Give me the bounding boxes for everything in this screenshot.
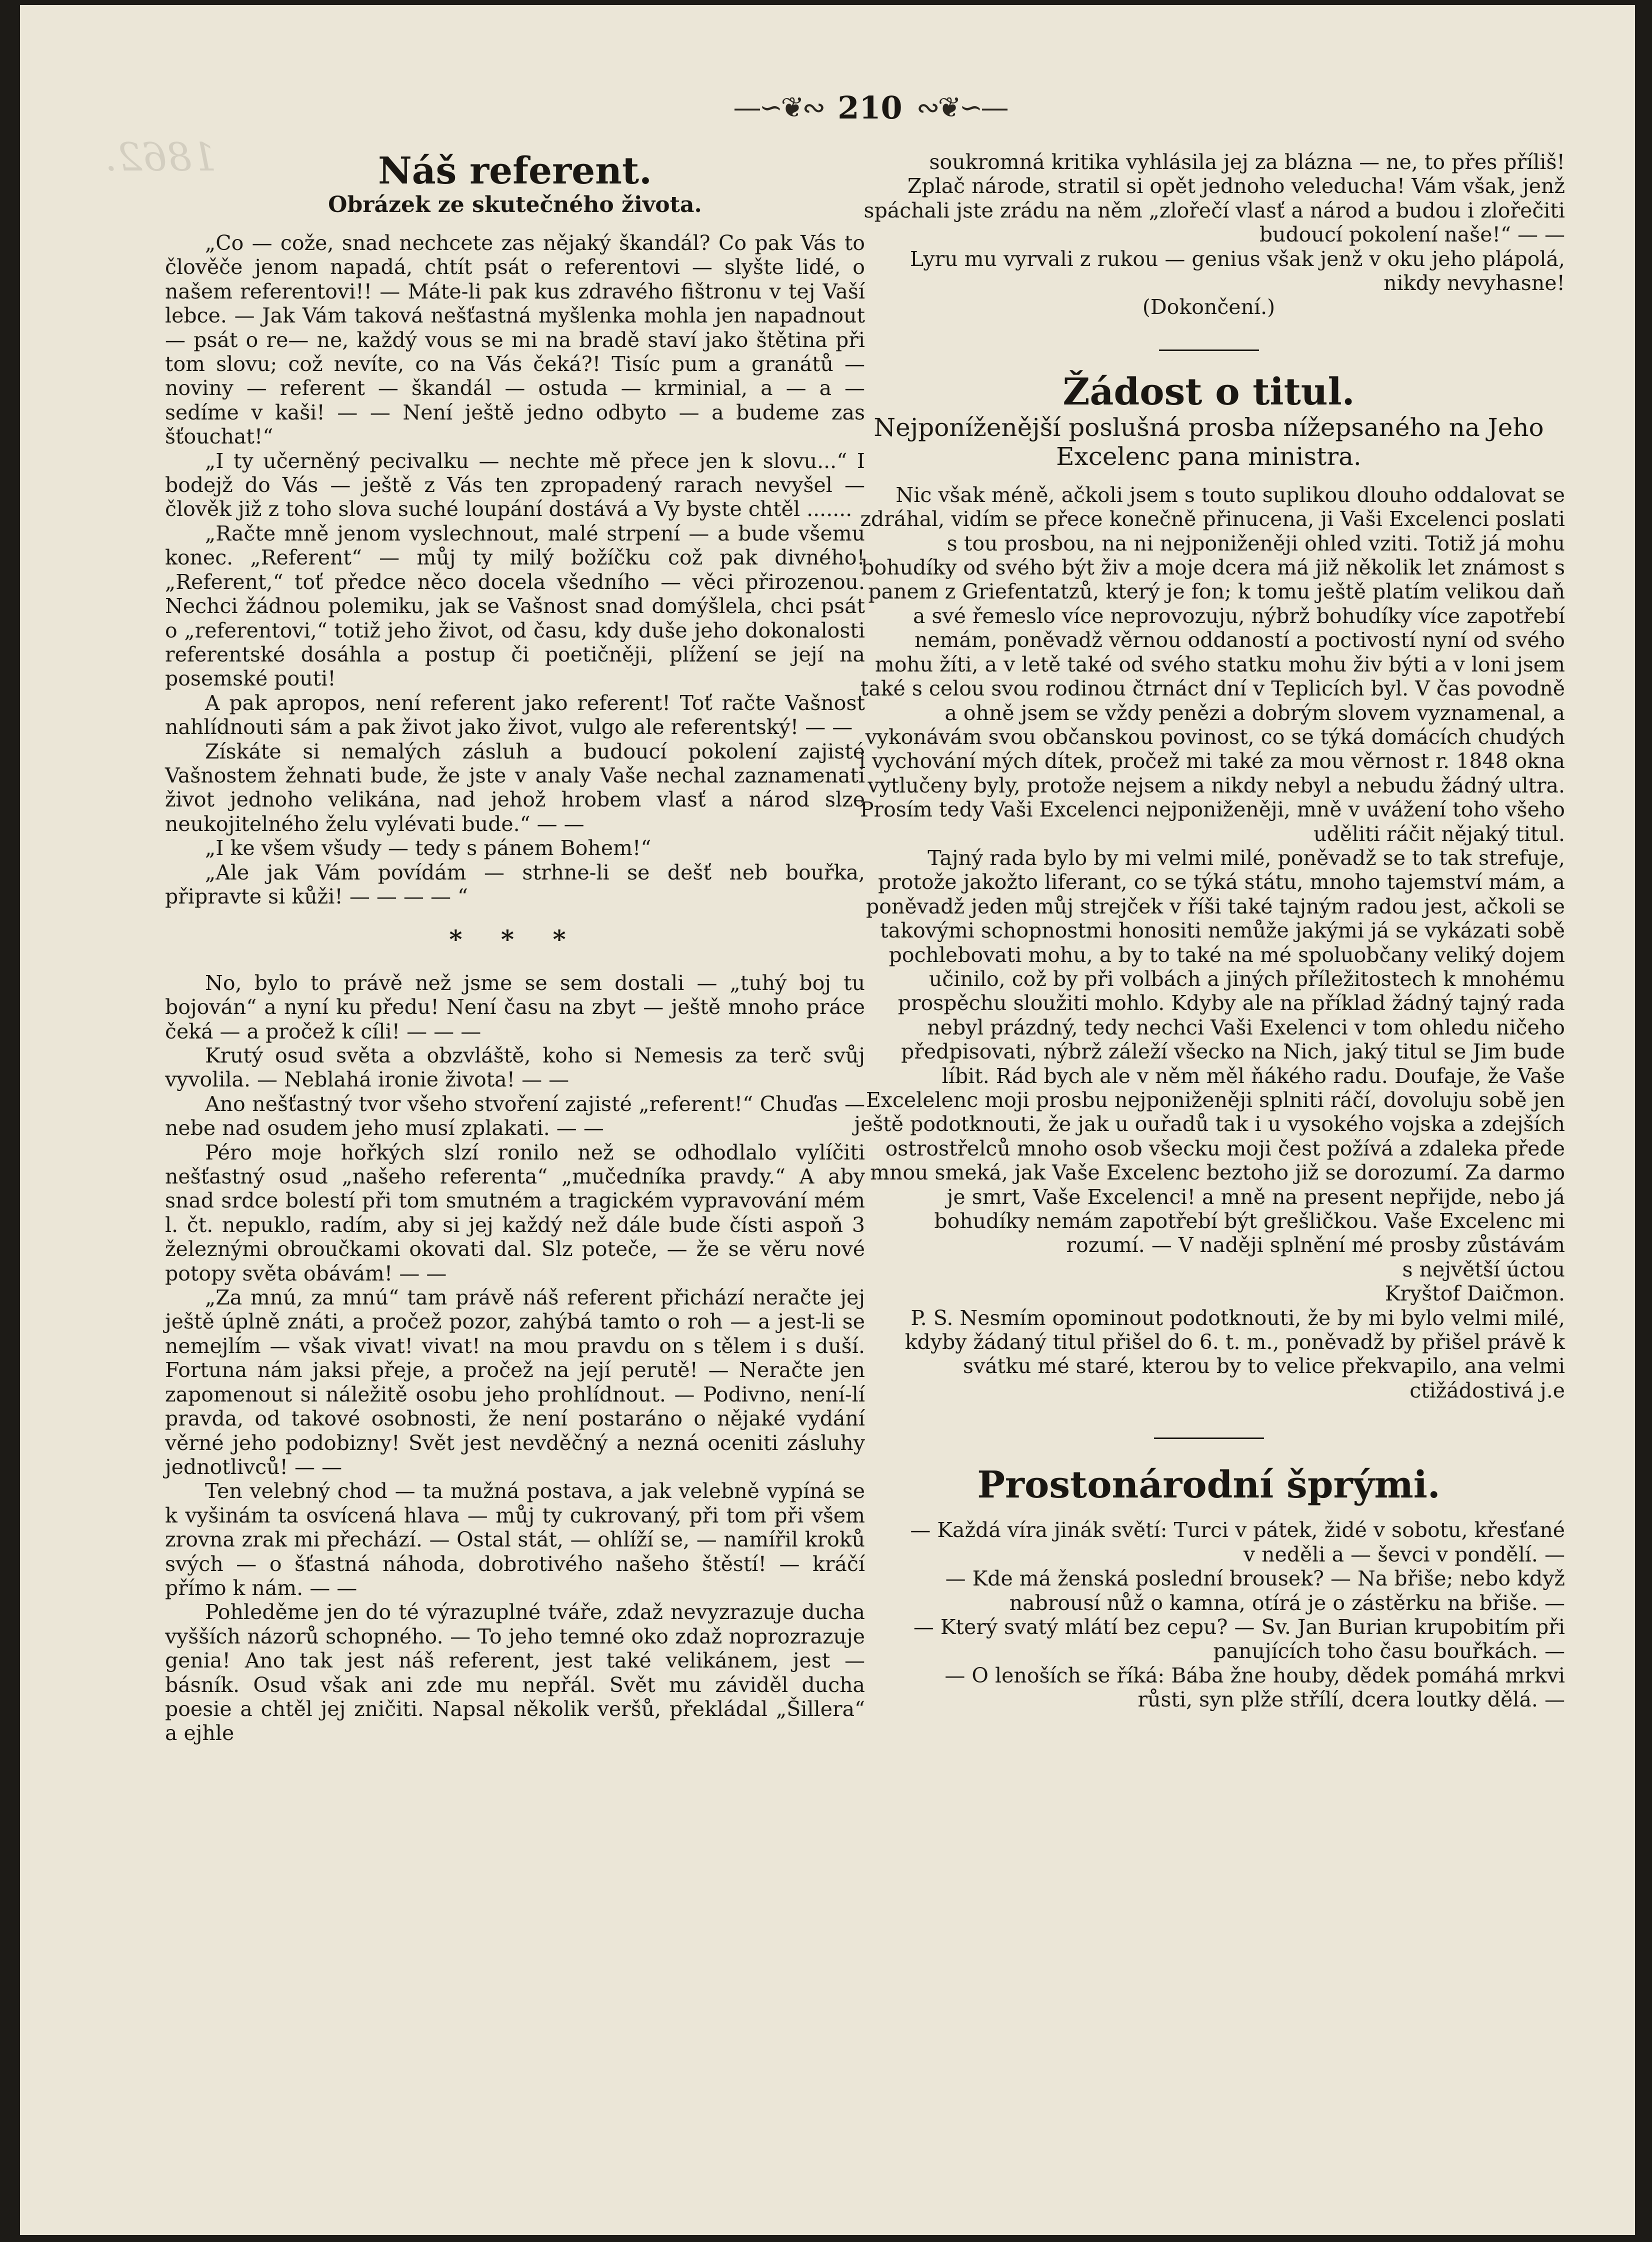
paragraph: soukromná kritika vyhlásila jej za blázna — ne, to přes příliš!: [929, 150, 1565, 174]
paragraph: „I ke všem všudy — tedy s pánem Bohem!“: [205, 836, 652, 860]
signature: Kryštof Daičmon.: [1384, 1282, 1565, 1306]
left-column: [165, 150, 865, 1746]
postscript: P. S. Nesmím opominout podotknouti, že by mi bylo velmi milé, kdyby žádaný titul přišel do 6. t. m., poněvadž by přišel právě k svátku mé staré, kterou by to velice překvapilo, ana velmi ctižádostivá j.e: [904, 1306, 1565, 1402]
paragraph: Krutý osud světa a obzvláště, koho si Nemesis za terč svůj vyvolila. — Neblahá ironie života! — —: [165, 1044, 865, 1092]
joke: — Který svatý mlátí bez cepu? — Sv. Jan Burian krupobitím při panujících toho času bouřkách. —: [913, 1614, 1565, 1664]
spacer: [852, 1506, 1565, 1518]
right-ornament-icon: ∾❦∽—: [916, 91, 1007, 124]
paragraph: „Račte mně jenom vyslechnout, malé strpení — a bude všemu konec. „Referent“ — můj ty milý božíčku což pak divného! „Referent,“ toť předce něco docela všedního — věci přirozenou. Nechci žádnou polemiku, jak se Vašnost snad domýšlela, chci psát o „referentovi,“ totiž jeho život, od času, kdy duše jeho dokonalosti referentské dosáhla a postup či poetičněji, plížení se její na posemské pouti!: [165, 521, 865, 691]
page-number: 210: [838, 89, 902, 126]
joke: — Kde má ženská poslední brousek? — Na břiše; nebo když nabrousí nůž o kamna, otírá je o zástěrku na břiše. —: [945, 1566, 1565, 1615]
paragraph: Lyru mu vyrvali z rukou — genius však jenž v oku jeho plápolá, nikdy nevyhasne!: [910, 246, 1565, 296]
paragraph: „I ty učerněný pecivalku — nechte mě přece jen k slovu...“ I bodejž do Vás — ještě z Vás ten zpropadený rarach nevyšel — člověk již z toho slova suché loupání dostává a Vy byste chtěl .......: [165, 448, 865, 522]
left-ornament-icon: —∽❦∾: [733, 91, 824, 124]
closing: s největší úctou: [1402, 1257, 1565, 1282]
joke: — O lenoších se říká: Bába žne houby, dědek pomáhá mrkvi růsti, syn plže střílí, dcera loutky dělá. —: [944, 1663, 1565, 1712]
to-be-continued: (Dokončení.): [1142, 295, 1276, 320]
spacer: [852, 471, 1565, 483]
divider-rule: [1159, 350, 1259, 351]
bleed-through-text: 1862.: [105, 135, 217, 180]
page-header: [645, 88, 1095, 128]
article-subtitle-2: Nejponíženější poslušná prosba nížepsaného na Jeho Excelenc pana ministra.: [874, 412, 1544, 471]
paragraph: Pohleděme jen do té výrazuplné tváře, zdaž nevyzrazuje ducha vyšších názorů schopného. — To jeho temné oko zdaž noprozrazuje genia! Ano tak jest náš referent, jest také velikánem, jest — básník. Osud však ani zde mu nepřál. Svět mu záviděl ducha poesie a chtěl jej zničiti. Napsal několik veršů, překládal „Šillera“ a ejhle: [165, 1600, 865, 1746]
paragraph: „Ale jak Vám povídám — strhne-li se dešť neb bouřka, připravte si kůži! — — — — “: [165, 860, 865, 908]
divider-rule: [1154, 1438, 1264, 1439]
article-subtitle: Obrázek ze skutečného života.: [328, 192, 702, 218]
right-column: [852, 150, 1565, 1712]
joke: — Každá víra jinák světí: Turci v pátek, židé v sobotu, křesťané v neděli a — ševci v pondělí. —: [910, 1518, 1565, 1566]
article-title-3: Prostonárodní šprými.: [977, 1464, 1440, 1507]
paragraph: Ano nešťastný tvor všeho stvoření zajisté „referent!“ Chuďas — nebe nad osudem jeho musí zplakati. — —: [165, 1092, 865, 1140]
paragraph: Získáte si nemalých zásluh a budoucí pokolení zajisté Vašnostem žehnati bude, že jste v analy Vaše nechal zaznamenati život jednoho velikána, nad jehož hrobem vlasť a národ slze neukojitelného želu vylévati bude.“ — —: [165, 739, 865, 836]
section-divider-stars: * * *: [449, 924, 581, 954]
article-title: Náš referent.: [378, 150, 652, 192]
paragraph: No, bylo to právě než jsme se sem dostali — „tuhý boj tu bojován“ a nyní ku předu! Není času na zbyt — ještě mnoho práce čeká — a pročež k cíli! — — —: [165, 970, 865, 1044]
newspaper-page: [20, 5, 1635, 2235]
paragraph: Ten velebný chod — ta mužná postava, a jak velebně vypíná se k vyšinám ta osvícená hlava — můj ty cukrovaný, při tom při všem zrovna zrak mi přechází. — Ostal stát, — ohlíží se, — namířil kroků svých — o šťastná náhoda, dobrotivého našeho štěstí! — kráčí přímo k nám. — —: [165, 1479, 865, 1600]
paragraph: Péro moje hořkých slzí ronilo než se odhodlalo vylíčiti nešťastný osud „našeho referenta“ „mučedníka pravdy.“ A aby snad srdce bolestí při tom smutném a tragickém vypravování mém l. čt. nepuklo, radím, aby si jej každý než dále bude čísti aspoň 3 železnými obroučkami okovati dal. Slz poteče, — že se věru nové potopy světa obávám! — —: [165, 1140, 865, 1286]
paragraph: „Co — cože, snad nechcete zas nějaký škandál? Co pak Vás to člověče jenom napadá, chtít psát o referentovi — slyšte lidé, o našem referentovi!! — Máte-li pak kus zdravého fištronu v tej Vaší lebce. — Jak Vám taková nešťastná myšlenka mohla jen napadnout — psát o re— ne, každý vous se mi na bradě staví jako štětina při tom slovu; což nevíte, co na Vás čeká?! Tisíc pum a granátů — noviny — referent — škandál — ostuda — krminial, a — a — sedíme v kaši! — — Není ještě jedno odbyto — a budeme zas šťouchat!“: [165, 231, 865, 449]
paragraph: A pak apropos, není referent jako referent! Toť račte Vašnost nahlídnouti sám a pak život jako život, vulgo ale referentský! — —: [165, 690, 865, 740]
paragraph: Zplač národe, stratil si opět jednoho veleducha! Vám však, jenž spáchali jste zrádu na něm „zlořečí vlasť a národ a budou i zlořečiti budoucí pokolení naše!“ — —: [864, 174, 1565, 247]
article-title-2: Žádost o titul.: [1062, 370, 1355, 414]
paragraph: Tajný rada bylo by mi velmi milé, poněvadž se to tak strefuje, protože jakožto liferant, co se týká státu, mnoho tajemství mám, a poněvadž jeden můj strejček v říši také tajným radou jest, ačkoli se takovými schopnostmi honositi nemůže jakými já se vykázati sobě pochlebovati mohu, a by to také na mé spoluobčany veliký dojem učinilo, což by při volbách a jiných příležitostech k mnohému prospěchu sloužiti mohlo. Kdyby ale na příklad žádný tajný rada nebyl prázdný, tedy nechci Vaši Exelenci v tom ohledu ničeho předpisovati, nýbrž záleží všecko na Nich, jaký titul se Jim bude líbit. Rád bych ale v něm měl ňákého radu. Doufaje, že Vaše Excelelenc moji prosbu nejponiženěji splniti ráčí, dovoluju sobě jen ještě podotknouti, že jak u ouřadů tak i u vysokého vojska a zdejších ostrostřelců mnoho osob všecku moji čest požívá a zdaleka přede mnou smeká, jak Vaše Excelenc beztoho již se dorozumí. Za darmo je smrt, Vaše Excelenci! a mně na present nepřijde, nebo já bohudíky nemám zapotřebí být grešličkou. Vaše Excelenc mi rozumí. — V naději splnění mé prosby zůstávám: [854, 846, 1565, 1258]
paragraph: „Za mnú, za mnú“ tam právě náš referent přichází neračte jej ještě úplně znáti, a pročež pozor, zahýbá tamto o roh — a jest-li se nemejlím — však vivat! vivat! na mou pravdu on s tělem i s duší. Fortuna nám jaksi přeje, a pročež na její perutě! — Neračte jen zapomenout si náležitě osobu jeho prohlídnout. — Podivno, není-lí pravda, od takové osobnosti, že není postaráno o nějaké vydání věrné jeho podobizny! Svět jest nevděčný a nezná oceniti zásluhy jednotlivců! — —: [165, 1286, 865, 1479]
paragraph: Nic však méně, ačkoli jsem s touto suplikou dlouho oddalovat se zdráhal, vidím se přece konečně přinucena, ji Vaši Excelenci poslati s tou prosbou, na ni nejponiženěji ohled vziti. Totiž já mohu bohudíky od svého být živ a moje dcera má již několik let známost s panem z Griefentatzů, který je fon; k tomu ještě platím velikou daň a své řemeslo více neprovozuju, nýbrž bohudíky více zapotřebí nemám, poněvadž věrnou oddaností a poctivostí nyní od svého mohu žíti, a v letě také od svého statku mohu živ býti a v loni jsem také s celou svou rodinou čtrnáct dní v Teplicích byl. V čas povodně a ohně jsem se vždy penězi a dobrým slovem vyznamenal, a vykonávám svou občanskou povinost, co se týká domácích chudých i vychování mých dítek, pročež mi také za mou věrnost r. 1848 okna vytlučeny byly, protože nejsem a nikdy nebyl a nebudu žádný ultra. Prosím tedy Vaši Excelenci nejponiženěji, mně v uvážení toho všeho uděliti ráčit nějaký titul.: [858, 482, 1565, 846]
